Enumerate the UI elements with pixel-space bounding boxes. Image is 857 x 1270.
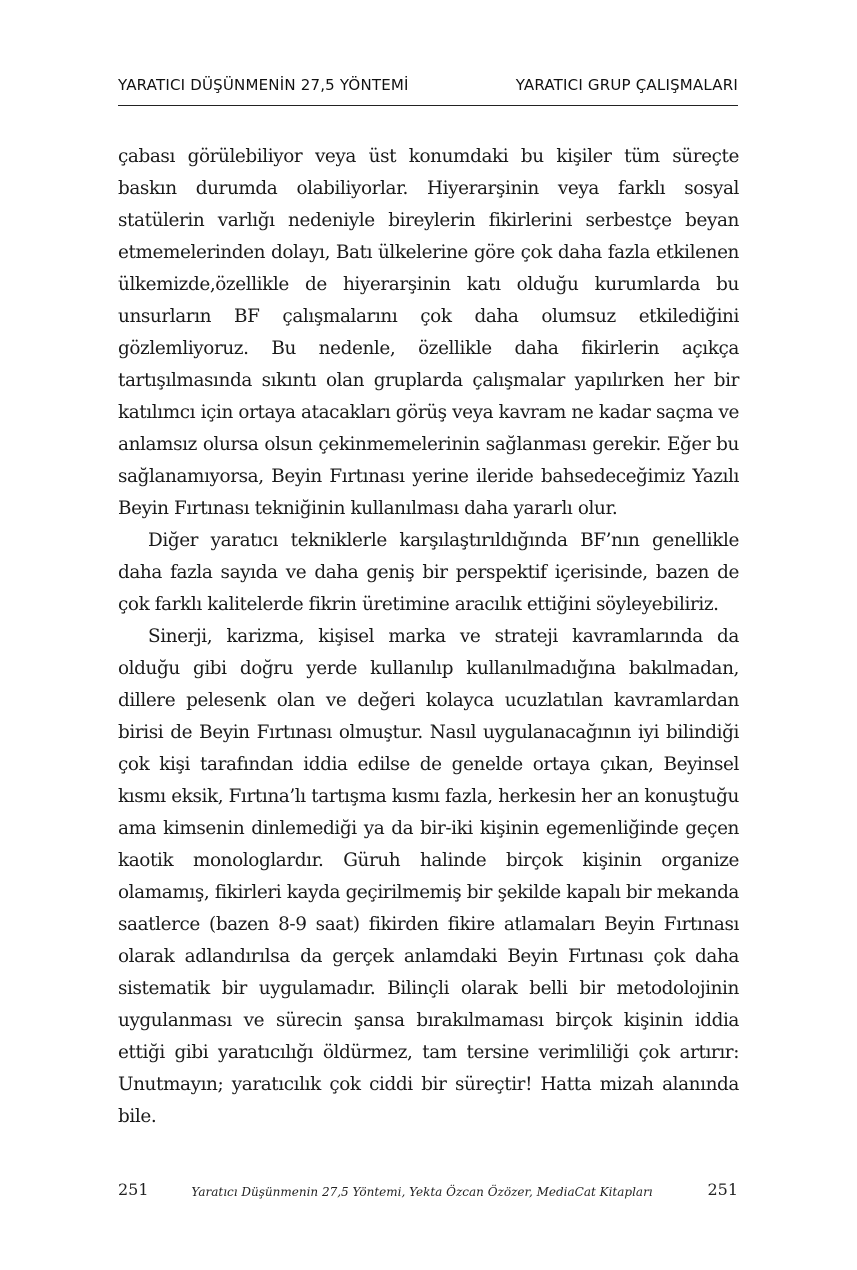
paragraph-bf-comparison: Diğer yaratıcı tekniklerle karşılaştırıldığında BF’nın genellikle daha fazla sayıda ve daha geniş bir perspektif içerisinde, bazen de çok farklı kalitelerde fikrin üretimine aracılık ettiğini söyleyebiliriz. bbox=[118, 530, 739, 615]
footer-citation: Yaratıcı Düşünmenin 27,5 Yöntemi, Yekta Özcan Özözer, MediaCat Kitapları bbox=[191, 1185, 653, 1199]
paragraph-bf-misuse: Sinerji, karizma, kişisel marka ve strateji kavramlarında da olduğu gibi doğru yerde kullanılıp kullanılmadığına bakılmadan, dillere pelesenk olan ve değeri kolayca ucuzlatılan kavramlardan birisi de Beyin Fırtınası olmuştur. Nasıl uygulanacağının iyi bilindiği çok kişi tarafından iddia edilse de genelde ortaya çıkan, Beyinsel kısmı eksik, Fırtına’lı tartışma kısmı fazla, herkesin her an konuştuğu ama kimsenin dinlemediği ya da bir-iki kişinin egemenliğinde geçen kaotik monologlardır. Güruh halinde birçok kişinin organize olamamış, fikirleri kayda geçirilmemiş bir şekilde kapalı bir mekanda saatlerce (bazen 8-9 saat) fikirden fikire atlamaları Beyin Fırtınası olarak adlandırılsa da gerçek anlamdaki Beyin Fırtınası çok daha sistematik bir uygulamadır. Bilinçli olarak belli bir metodolojinin uygulanması ve sürecin şansa bırakılmaması birçok kişinin iddia ettiği gibi yaratıcılığı öldürmez, tam tersine verimliliği çok artırır: Unutmayın; yaratıcılık çok ciddi bir süreçtir! Hatta mizah alanında bile. bbox=[118, 626, 739, 1127]
header-book-title: YARATICI DÜŞÜNMENİN 27,5 YÖNTEMİ bbox=[118, 76, 409, 94]
running-header bbox=[118, 76, 738, 100]
paragraph-continuation: çabası görülebiliyor veya üst konumdaki bu kişiler tüm süreçte baskın durumda olabiliyorlar. Hiyerarşinin veya farklı sosyal statülerin varlığı nedeniyle bireylerin fikirlerini serbestçe beyan etmemelerinden dolayı, Batı ülkelerine göre çok daha fazla etkilenen ülkemizde,özellikle de hiyerarşinin katı olduğu kurumlarda bu unsurların BF çalışmalarını çok daha olumsuz etkilediğini gözlemliyoruz. Bu nedenle, özellikle daha fikirlerin açıkça tartışılmasında sıkıntı olan gruplarda çalışmalar yapılırken her bir katılımcı için ortaya atacakları görüş veya kavram ne kadar saçma ve anlamsız olursa olsun çekinmemelerinin sağlanması gerekir. Eğer bu sağlanamıyorsa, Beyin Fırtınası yerine ileride bahsedeceğimiz Yazılı Beyin Fırtınası tekniğinin kullanılması daha yararlı olur. bbox=[118, 146, 739, 519]
body-text bbox=[118, 141, 739, 1133]
header-chapter-title: YARATICI GRUP ÇALIŞMALARI bbox=[515, 76, 738, 94]
page-footer bbox=[118, 1180, 738, 1202]
header-rule bbox=[118, 105, 738, 106]
page-number-left: 251 bbox=[118, 1180, 149, 1199]
page-number-right: 251 bbox=[707, 1180, 738, 1199]
